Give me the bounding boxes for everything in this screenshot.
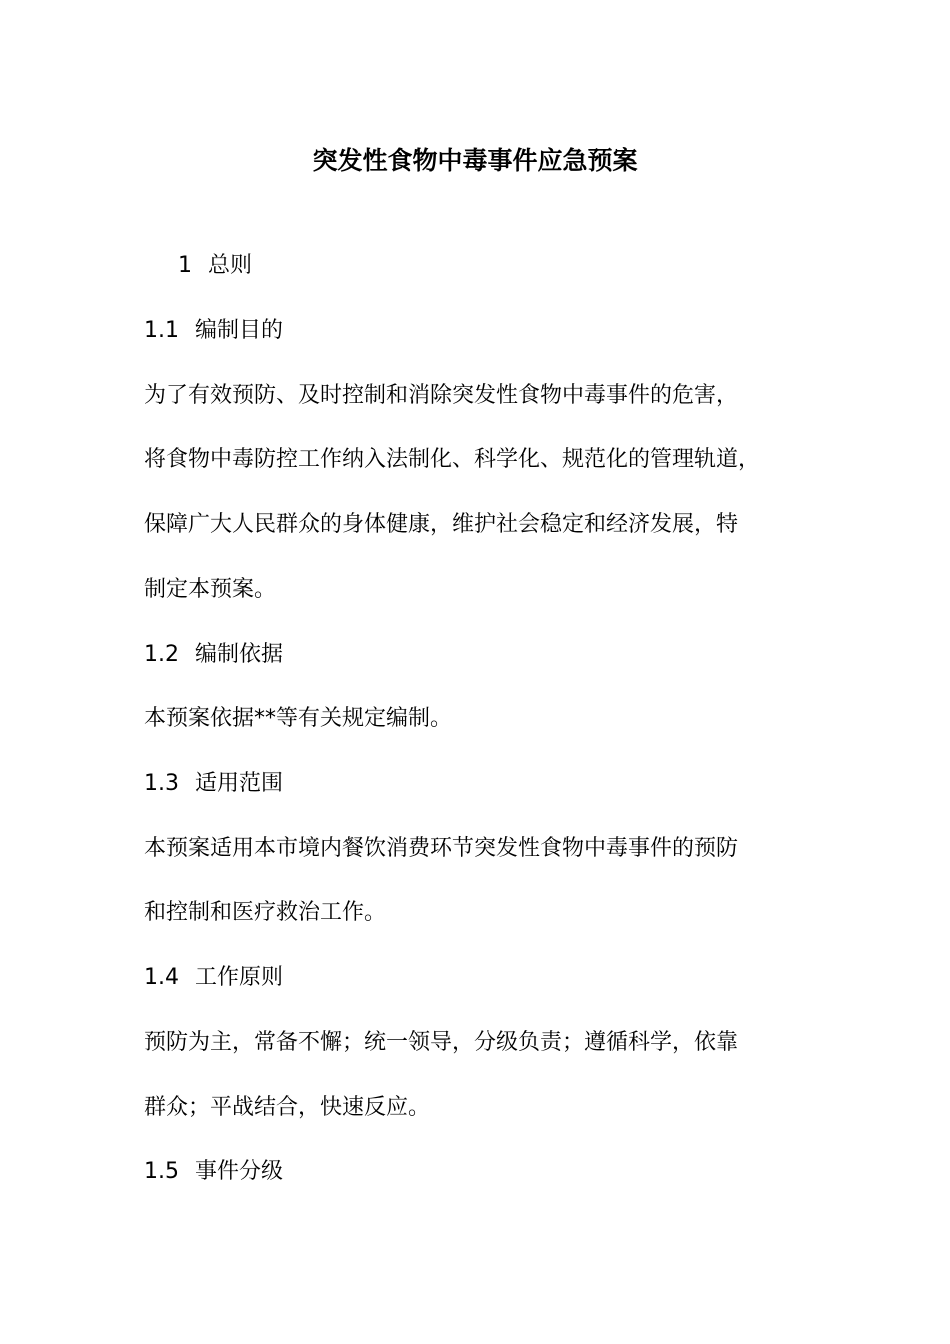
paragraph-line: 本预案依据**等有关规定编制。 bbox=[144, 706, 453, 731]
section-number: 1.5 bbox=[144, 1159, 179, 1184]
paragraph-line: 保障广大人民群众的身体健康，维护社会稳定和经济发展，特 bbox=[144, 512, 739, 537]
section-number: 1.3 bbox=[144, 771, 179, 796]
section-heading-1-3 bbox=[144, 769, 283, 799]
section-title: 编制目的 bbox=[195, 318, 284, 343]
section-number: 1.2 bbox=[144, 642, 179, 667]
section-number: 1.4 bbox=[144, 965, 179, 990]
paragraph-line: 将食物中毒防控工作纳入法制化、科学化、规范化的管理轨道， bbox=[144, 447, 761, 472]
chapter-title: 总则 bbox=[208, 253, 253, 278]
section-heading-1-1 bbox=[144, 316, 283, 346]
section-title: 编制依据 bbox=[195, 642, 284, 667]
section-heading-1-4 bbox=[144, 963, 283, 993]
document-title: 突发性食物中毒事件应急预案 bbox=[312, 146, 638, 175]
chapter-heading bbox=[178, 251, 252, 281]
section-heading-1-5 bbox=[144, 1157, 283, 1187]
paragraph-line: 群众；平战结合，快速反应。 bbox=[144, 1095, 431, 1120]
paragraph-line: 预防为主，常备不懈；统一领导，分级负责；遵循科学，依靠 bbox=[144, 1030, 739, 1055]
section-number: 1.1 bbox=[144, 318, 179, 343]
paragraph-line: 为了有效预防、及时控制和消除突发性食物中毒事件的危害， bbox=[144, 383, 739, 408]
chapter-number: 1 bbox=[178, 253, 192, 278]
section-title: 事件分级 bbox=[195, 1159, 284, 1184]
paragraph-line: 本预案适用本市境内餐饮消费环节突发性食物中毒事件的预防 bbox=[144, 836, 739, 861]
section-heading-1-2 bbox=[144, 640, 283, 670]
section-title: 适用范围 bbox=[195, 771, 284, 796]
paragraph-line: 制定本预案。 bbox=[144, 577, 277, 602]
paragraph-line: 和控制和医疗救治工作。 bbox=[144, 900, 387, 925]
section-title: 工作原则 bbox=[195, 965, 284, 990]
